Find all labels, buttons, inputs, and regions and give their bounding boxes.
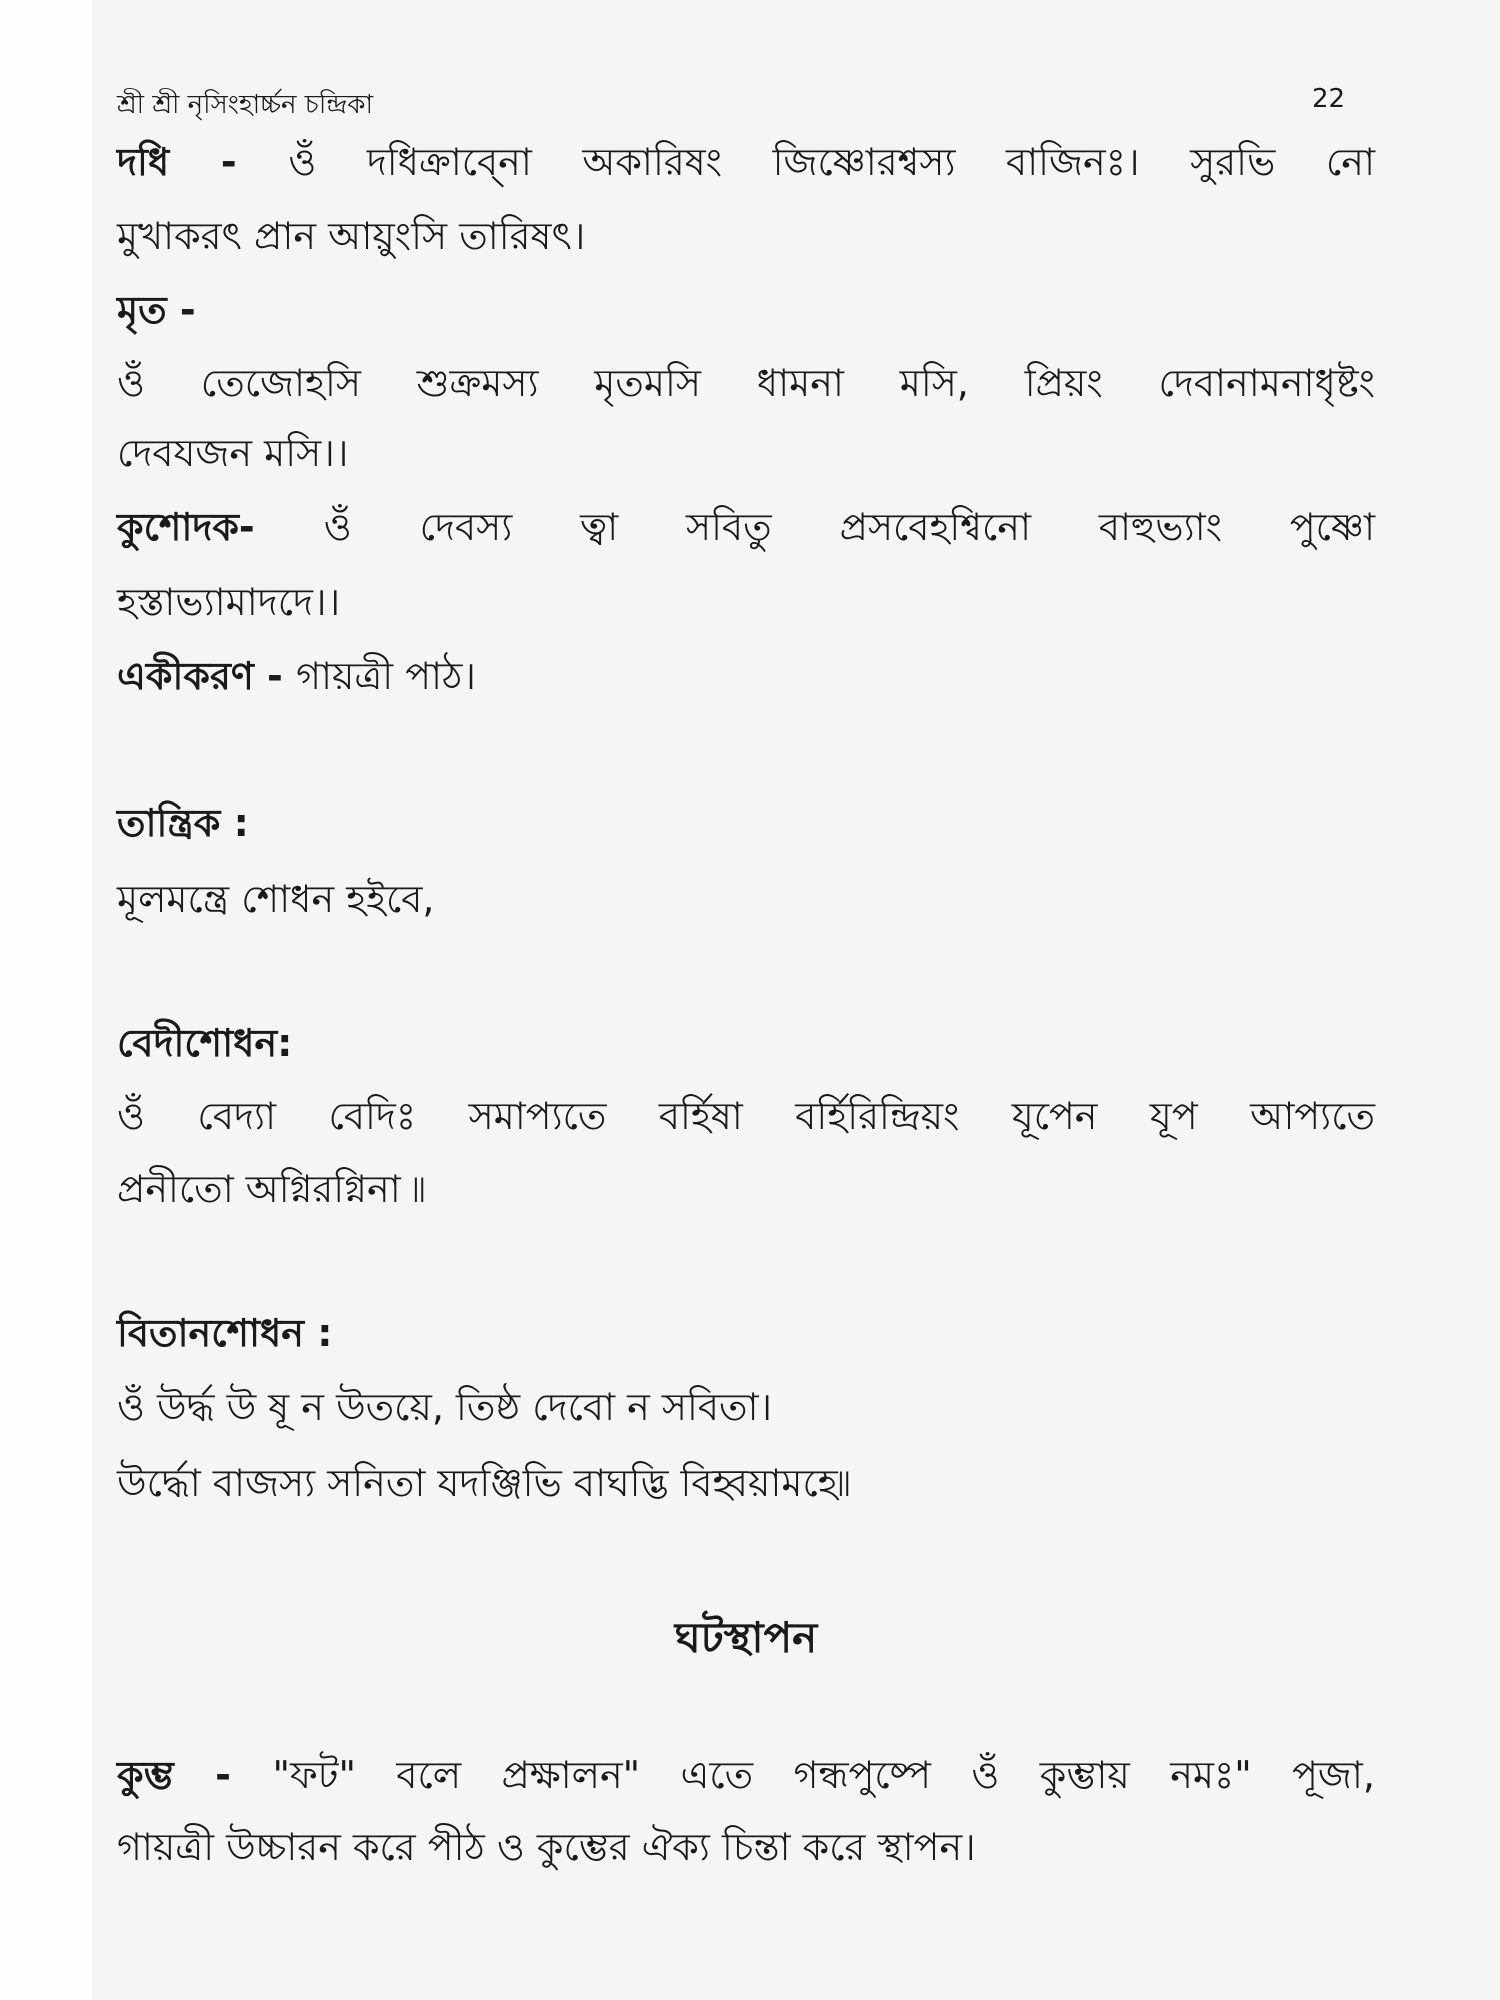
line-label: কুশোদক- — [117, 505, 324, 549]
line-text: ওঁ উর্দ্ধ উ ষূ ন উতয়ে, তিষ্ঠ দেবো ন সবিতা। — [117, 1385, 773, 1429]
text-line — [117, 1019, 1375, 1067]
line-label: বিতানশোধন : — [117, 1311, 333, 1355]
line-text: ওঁ বেদ্যা বেদিঃ সমাপ্যতে বর্হিষা বর্হিরিন্দ্রিয়ং যূপেন যূপ আপ্যতে — [117, 1094, 1375, 1138]
line-text: ওঁ দেবস্য ত্বা সবিতু প্রসবেহশ্বিনো বাহুভ্যাং পুষ্ণো — [323, 505, 1375, 549]
text-line — [117, 1823, 1375, 1871]
text-line — [117, 429, 1375, 477]
line-label: একীকরণ - — [117, 654, 297, 698]
text-line — [117, 799, 1375, 847]
text-line — [117, 1383, 1375, 1431]
text-line — [117, 652, 1375, 700]
running-header-title: শ্রী শ্রী নৃসিংহার্চ্চন চন্দ্রিকা — [117, 90, 374, 120]
line-text: "ফট" বলে প্রক্ষালন" এতে গন্ধপুষ্পে ওঁ কুম্ভায় নমঃ" পূজা, — [272, 1753, 1375, 1797]
text-line — [117, 359, 1375, 407]
line-text: উর্দ্ধো বাজস্য সনিতা যদঞ্জিভি বাঘদ্ভি বিহ্বয়ামহে৷৷ — [117, 1461, 851, 1505]
text-line — [117, 212, 1375, 260]
text-line — [117, 503, 1375, 551]
line-text: দেবযজন মসি।। — [117, 431, 349, 475]
text-line — [117, 875, 1375, 923]
line-label: দধি - — [117, 140, 289, 184]
text-line — [117, 1751, 1375, 1799]
line-text: প্রনীতো অগ্নিরগ্নিনা ৷৷ — [117, 1167, 426, 1211]
line-text: গায়ত্রী উচ্চারন করে পীঠ ও কুম্ভের ঐক্য চিন্তা করে স্থাপন। — [117, 1825, 976, 1869]
text-line — [117, 1092, 1375, 1140]
line-text: গায়ত্রী পাঠ। — [296, 654, 476, 698]
text-line — [117, 1165, 1375, 1213]
section-heading: ঘটস্থাপন — [674, 1613, 818, 1662]
text-line — [117, 578, 1375, 626]
line-text: ওঁ তেজোহসি শুক্রমস্য মৃতমসি ধামনা মসি, প্রিয়ং দেবানামনাধৃষ্টং — [117, 361, 1375, 405]
line-label: কুম্ভ - — [117, 1753, 273, 1797]
page-margin — [0, 0, 92, 2000]
line-text: হস্তাভ্যামাদদে।। — [117, 580, 341, 624]
line-text: ওঁ দধিক্রাব্নো অকারিষং জিষ্ণোরশ্বস্য বাজিনঃ। সুরভি নো — [288, 140, 1375, 184]
line-label: বেদীশোধন: — [117, 1021, 293, 1065]
text-line — [117, 286, 1375, 334]
line-label: তান্ত্রিক : — [117, 801, 249, 845]
text-line — [117, 138, 1375, 186]
text-line — [117, 1309, 1375, 1357]
page-number: 22 — [1312, 84, 1346, 114]
line-text: মুখাকরৎ প্রান আয়ুংসি তারিষৎ। — [117, 214, 586, 258]
line-text: মূলমন্ত্রে শোধন হইবে, — [117, 877, 435, 921]
text-line — [117, 1459, 1375, 1507]
line-label: মৃত - — [117, 288, 196, 332]
